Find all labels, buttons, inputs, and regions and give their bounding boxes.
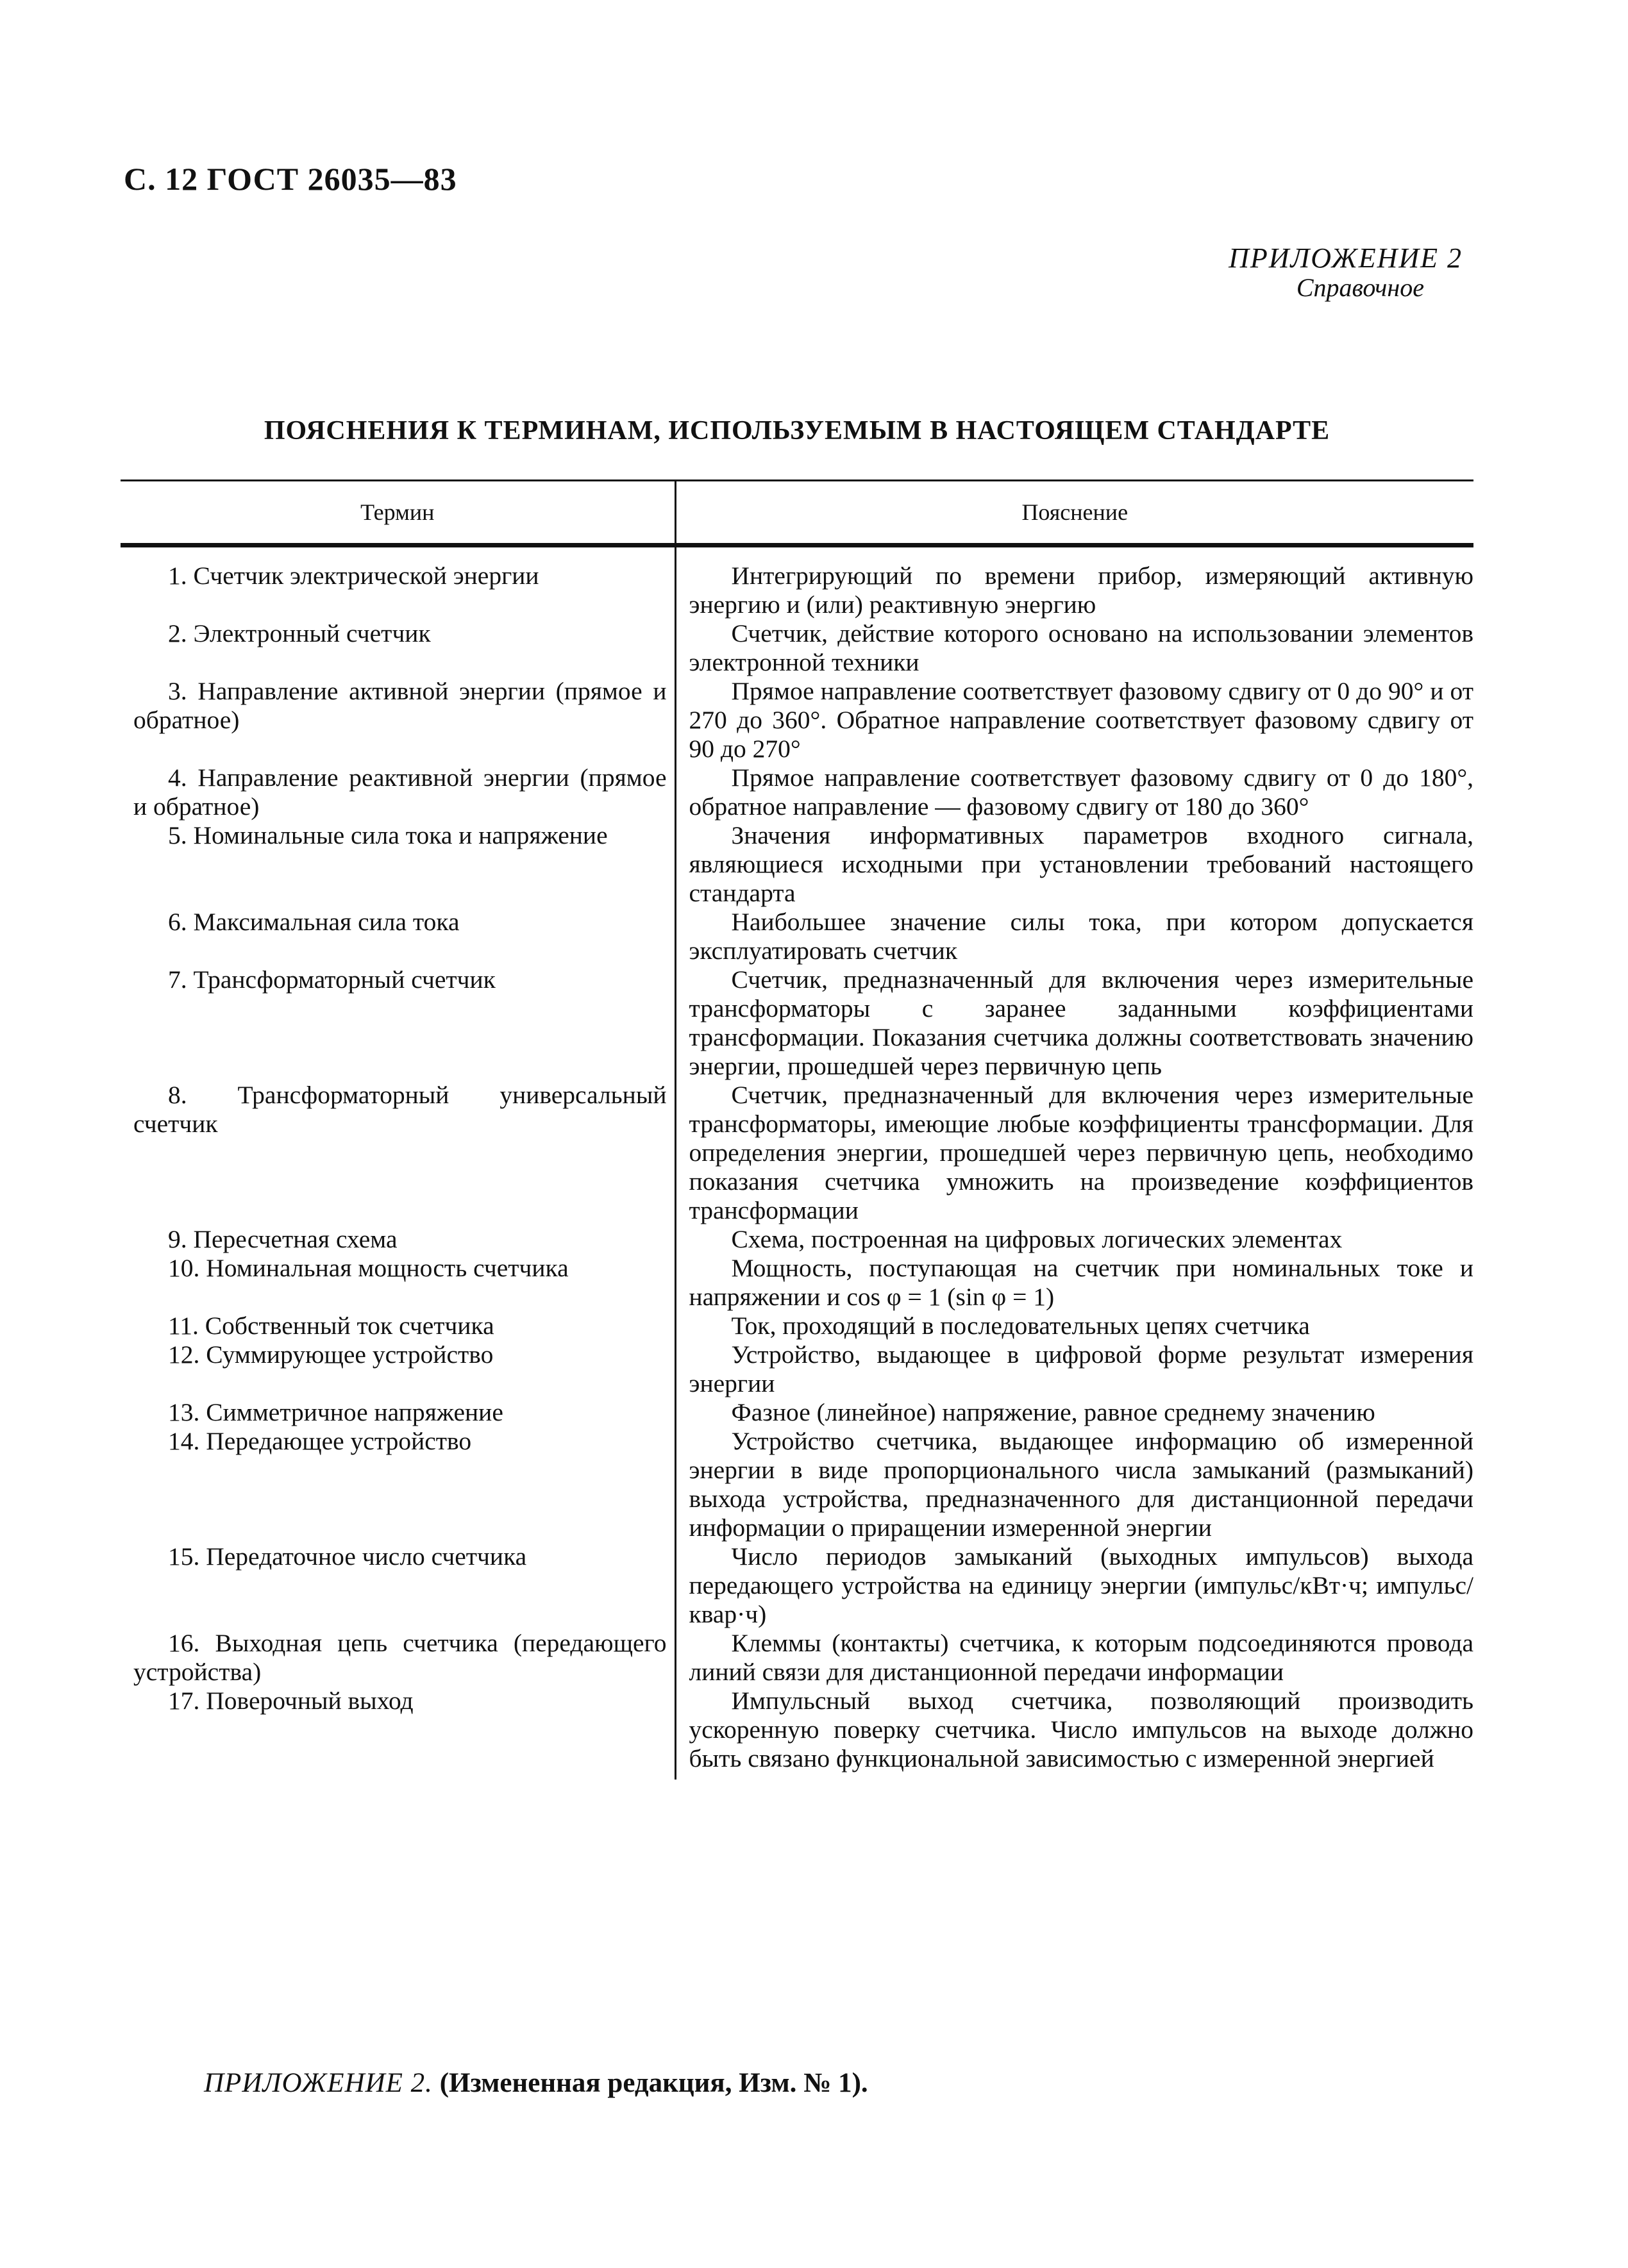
table-row: [121, 1542, 1473, 1629]
term-cell: 15. Передаточное число счетчика: [121, 1542, 675, 1629]
explanation-cell: Ток, проходящий в последовательных цепях счетчика: [731, 1312, 1310, 1340]
explanation-cell: Значения информативных параметров входного сигнала, являющиеся исходными при установлении требований настоящего стандарта: [689, 821, 1473, 907]
explanation-cell: Число периодов замыканий (выходных импульсов) выхода передающего устройства на единицу энергии (импульс/кВт·ч; импульс/квар·ч): [689, 1542, 1473, 1628]
term-cell: 8. Трансформаторный универсальный счетчик: [121, 1081, 675, 1225]
table-row: [121, 1687, 1473, 1780]
terms-table-body: [121, 546, 1473, 1780]
explanation-cell: Счетчик, действие которого основано на использовании элементов электронной техники: [689, 619, 1473, 676]
explanation-cell: Схема, построенная на цифровых логических элементах: [731, 1225, 1343, 1253]
term-cell: 6. Максимальная сила тока: [121, 908, 675, 965]
appendix-subtitle: Справочное: [1296, 273, 1424, 303]
term-cell: 5. Номинальные сила тока и напряжение: [121, 821, 675, 908]
explanation-cell: Интегрирующий по времени прибор, измеряющий активную энергию и (или) реактивную энергию: [689, 562, 1473, 619]
appendix-label: [1229, 242, 1463, 303]
table-row: [121, 619, 1473, 677]
footnote-label: ПРИЛОЖЕНИЕ 2.: [204, 2068, 433, 2098]
explanation-cell: Клеммы (контакты) счетчика, к которым подсоединяются провода линий связи для дистанционной передачи информации: [689, 1629, 1473, 1686]
table-row: [121, 908, 1473, 965]
table-row: [121, 1225, 1473, 1254]
explanation-cell: Счетчик, предназначенный для включения через измерительные трансформаторы с заранее заданными коэффициентами трансформации. Показания счетчика должны соответствовать значению энергии, прошедшей через первичную цепь: [689, 965, 1473, 1080]
table-row: [121, 1254, 1473, 1312]
term-cell: 13. Симметричное напряжение: [121, 1398, 675, 1427]
term-cell: 12. Суммирующее устройство: [121, 1340, 675, 1398]
explanation-cell: Устройство, выдающее в цифровой форме результат измерения энергии: [689, 1340, 1473, 1397]
appendix-title: ПРИЛОЖЕНИЕ 2: [1229, 242, 1463, 274]
table-row: [121, 1427, 1473, 1542]
term-cell: 17. Поверочный выход: [121, 1687, 675, 1780]
explanation-cell: Наибольшее значение силы тока, при котором допускается эксплуатировать счетчик: [689, 908, 1473, 965]
table-row: [121, 1081, 1473, 1225]
table-row: [121, 965, 1473, 1081]
footnote-text: (Измененная редакция, Изм. № 1).: [439, 2068, 868, 2098]
explanation-cell: Устройство счетчика, выдающее информацию об измеренной энергии в виде пропорционального числа замыканий (размыканий) выхода устройства, предназначенного для дистанционной передачи информации о приращении измеренной энергии: [689, 1427, 1473, 1542]
explanation-cell: Прямое направление соответствует фазовому сдвигу от 0 до 90° и от 270 до 360°. Обратное направление соответствует фазовому сдвигу от 90 до 270°: [689, 677, 1473, 763]
term-cell: 14. Передающее устройство: [121, 1427, 675, 1542]
table-row: [121, 1398, 1473, 1427]
table-row: [121, 821, 1473, 908]
terms-table: [121, 479, 1473, 1780]
table-row: [121, 763, 1473, 821]
explanation-cell: Счетчик, предназначенный для включения через измерительные трансформаторы, имеющие любые коэффициенты трансформации. Для определения энергии, прошедшей через первичную цепь, необходимо показания счетчика умножить на произведение коэффициентов трансформации: [689, 1081, 1473, 1224]
document-title: ПОЯСНЕНИЯ К ТЕРМИНАМ, ИСПОЛЬЗУЕМЫМ В НАСТОЯЩЕМ СТАНДАРТЕ: [264, 416, 1330, 446]
explanation-cell: Импульсный выход счетчика, позволяющий производить ускоренную поверку счетчика. Число импульсов на выходе должно быть связано функциональной зависимостью с измеренной энергией: [689, 1687, 1473, 1772]
term-cell: 10. Номинальная мощность счетчика: [121, 1254, 675, 1312]
term-cell: 1. Счетчик электрической энергии: [121, 546, 675, 620]
term-cell: 2. Электронный счетчик: [121, 619, 675, 677]
table-header-row: [121, 481, 1473, 546]
term-cell: 9. Пересчетная схема: [121, 1225, 675, 1254]
term-cell: 3. Направление активной энергии (прямое и обратное): [121, 677, 675, 763]
term-cell: 4. Направление реактивной энергии (прямое и обратное): [121, 763, 675, 821]
page-header: С. 12 ГОСТ 26035—83: [124, 161, 457, 197]
explanation-cell: Фазное (линейное) напряжение, равное среднему значению: [731, 1398, 1375, 1426]
table-row: [121, 677, 1473, 763]
explanation-cell: Мощность, поступающая на счетчик при номинальных токе и напряжении и cos φ = 1 (sin φ = 1): [689, 1254, 1473, 1311]
table-row: [121, 546, 1473, 620]
explanation-column-header: Пояснение: [675, 481, 1473, 546]
term-cell: 7. Трансформаторный счетчик: [121, 965, 675, 1081]
footnote: [204, 2067, 868, 2099]
term-column-header: Термин: [121, 481, 675, 546]
term-cell: 16. Выходная цепь счетчика (передающего устройства): [121, 1629, 675, 1687]
explanation-cell: Прямое направление соответствует фазовому сдвигу от 0 до 180°, обратное направление — фазовому сдвигу от 180 до 360°: [689, 763, 1473, 821]
term-cell: 11. Собственный ток счетчика: [121, 1312, 675, 1340]
table-row: [121, 1340, 1473, 1398]
table-row: [121, 1312, 1473, 1340]
table-row: [121, 1629, 1473, 1687]
